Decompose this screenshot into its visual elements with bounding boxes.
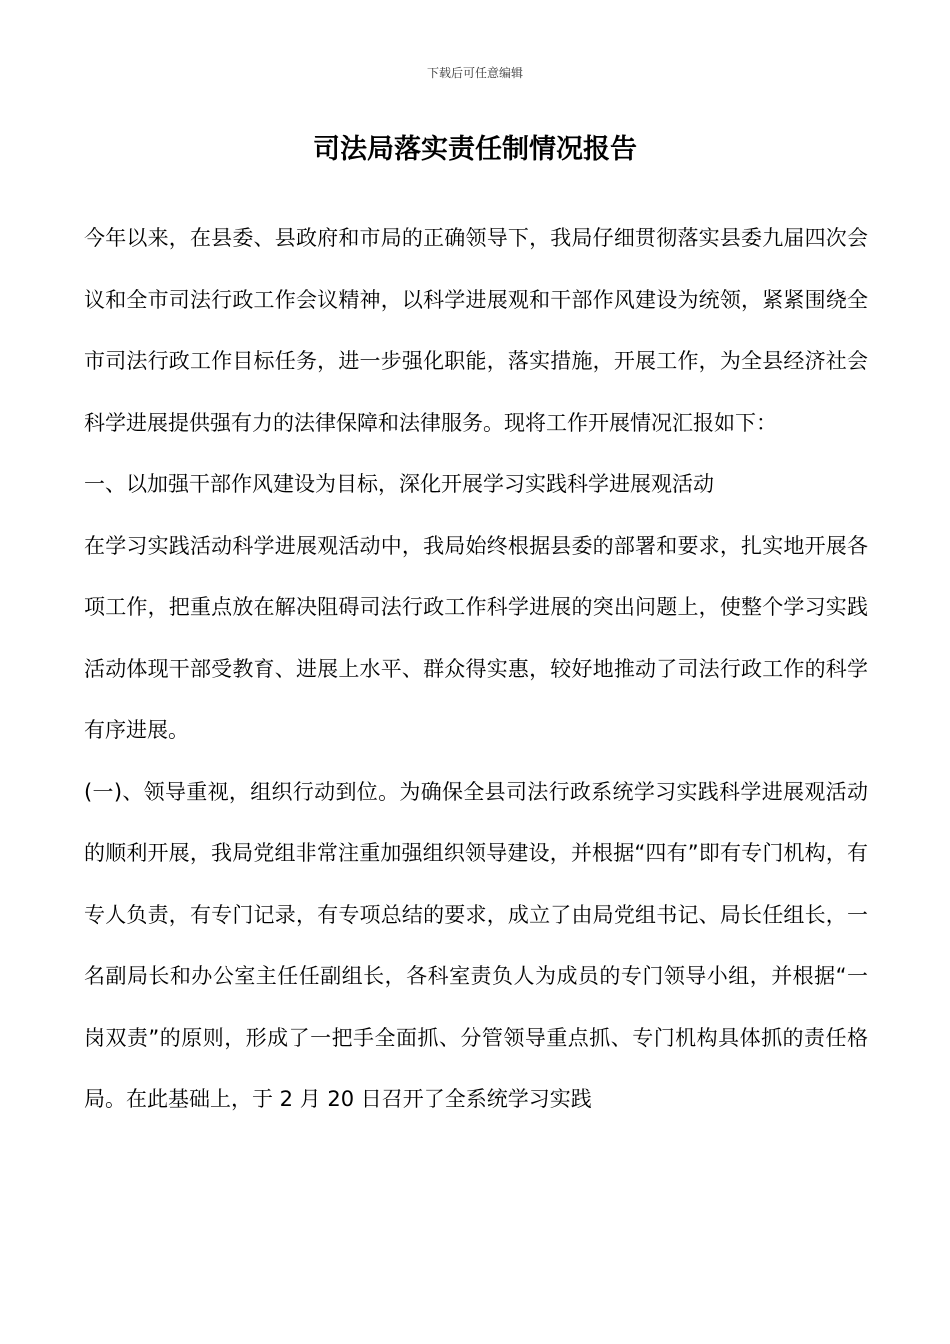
page-title: 司法局落实责任制情况报告 bbox=[313, 134, 637, 165]
section-1-paragraph: 在学习实践活动科学进展观活动中，我局始终根据县委的部署和要求，扎实地开展各项工作，把重点放在解决阻碍司法行政工作科学进展的突出问题上，使整个学习实践活动体现干部受教育、进展上水平、群众得实惠，较好地推动了司法行政工作的科学有序进展。 bbox=[84, 533, 868, 742]
subsection-1-paragraph: (一)、领导重视，组织行动到位。为确保全县司法行政系统学习实践科学进展观活动的顺利开展，我局党组非常注重加强组织领导建设，并根据“四有”即有专门机构，有专人负责，有专门记录，有专项总结的要求，成立了由局党组书记、局长任组长，一名副局长和办公室主任任副组长，各科室责负人为成员的专门领导小组，并根据“一岗双责”的原则，形成了一把手全面抓、分管领导重点抓、专门机构具体抓的责任格局。在此基础上，于 2 月 20 日召开了全系统学习实践 bbox=[84, 779, 868, 1111]
section-heading-1: 一、以加强干部作风建设为目标，深化开展学习实践科学进展观活动 bbox=[84, 472, 714, 496]
document-body bbox=[84, 208, 868, 1131]
intro-paragraph: 今年以来，在县委、县政府和市局的正确领导下，我局仔细贯彻落实县委九届四次会议和全市司法行政工作会议精神，以科学进展观和干部作风建设为统领，紧紧围绕全市司法行政工作目标任务，进一步强化职能，落实措施，开展工作，为全县经济社会科学进展提供强有力的法律保障和法律服务。现将工作开展情况汇报如下： bbox=[84, 226, 868, 435]
header-note: 下载后可任意编辑 bbox=[426, 66, 523, 80]
